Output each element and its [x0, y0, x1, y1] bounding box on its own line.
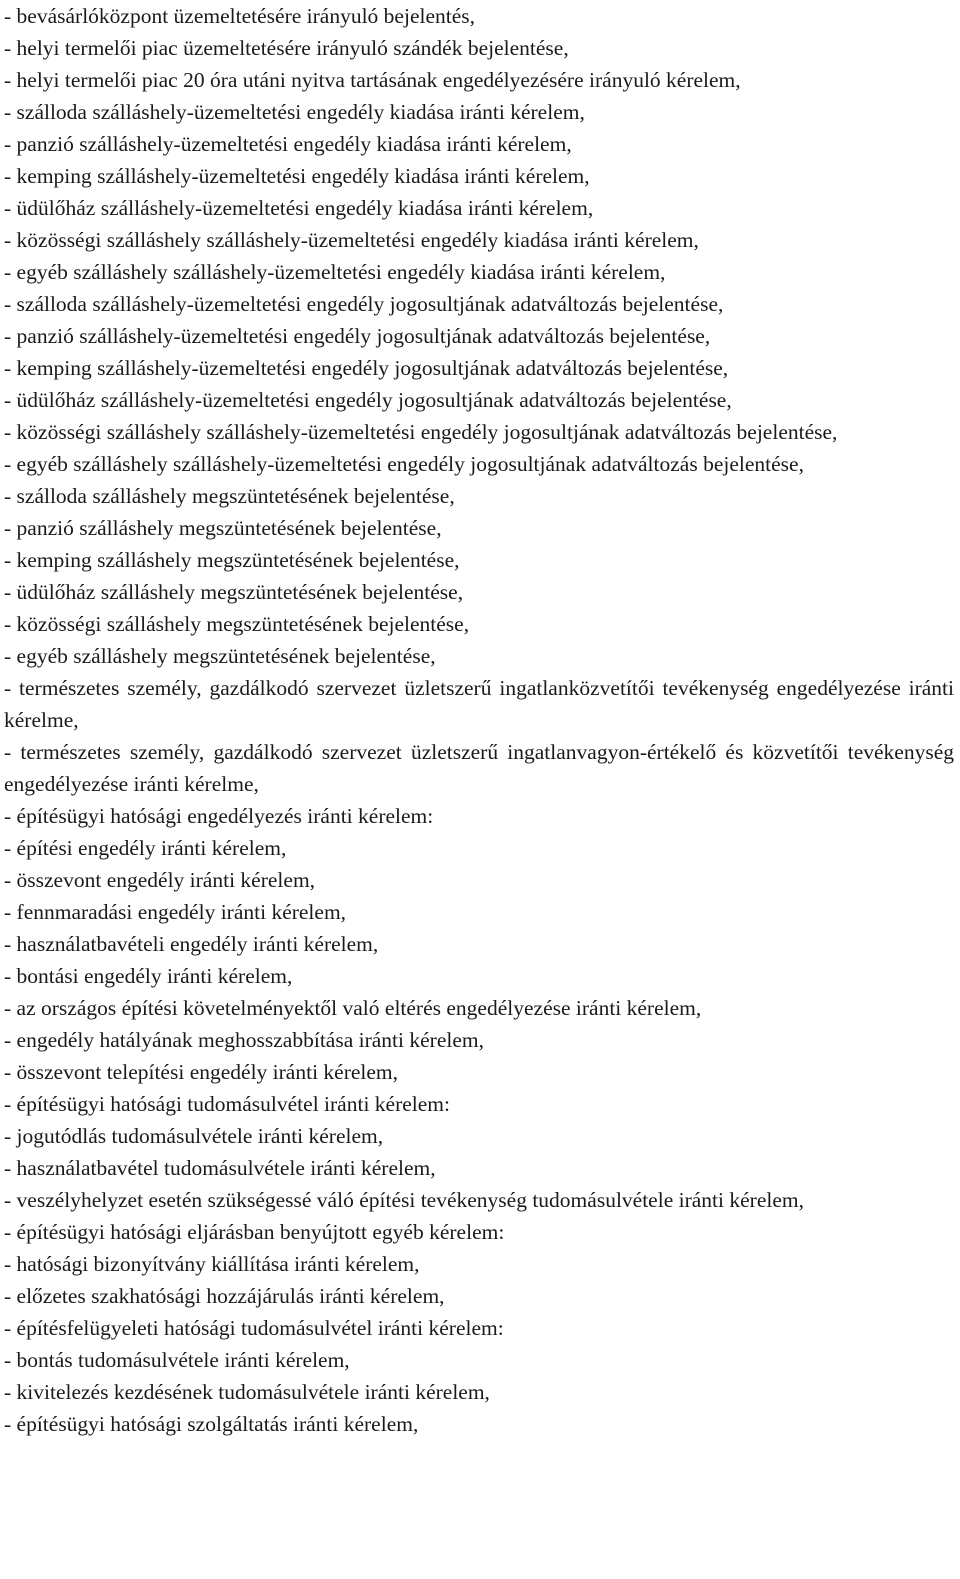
- list-item: - használatbavételi engedély iránti kérelem,: [4, 932, 379, 956]
- list-item: - engedély hatályának meghosszabbítása iránti kérelem,: [4, 1028, 484, 1052]
- list-item: - építésügyi hatósági szolgáltatás iránti kérelem,: [4, 1412, 419, 1436]
- list-item: - összevont engedély iránti kérelem,: [4, 868, 316, 892]
- list-item: - üdülőház szálláshely-üzemeltetési engedély kiadása iránti kérelem,: [4, 196, 594, 220]
- list-item: - összevont telepítési engedély iránti kérelem,: [4, 1060, 399, 1084]
- list-item: - panzió szálláshely-üzemeltetési engedély kiadása iránti kérelem,: [4, 132, 572, 156]
- list-item: - természetes személy, gazdálkodó szervezet üzletszerű ingatlanvagyon-értékelő és közvetítői tevékenység engedélyezése iránti kérelme,: [4, 740, 954, 796]
- list-item: - panzió szálláshely megszüntetésének bejelentése,: [4, 516, 442, 540]
- list-item: - építési engedély iránti kérelem,: [4, 836, 287, 860]
- list-item: - közösségi szálláshely szálláshely-üzemeltetési engedély kiadása iránti kérelem,: [4, 228, 699, 252]
- list-item: - kemping szálláshely-üzemeltetési engedély kiadása iránti kérelem,: [4, 164, 590, 188]
- list-item: - szálloda szálláshely-üzemeltetési engedély kiadása iránti kérelem,: [4, 100, 585, 124]
- list-item: - hatósági bizonyítvány kiállítása iránti kérelem,: [4, 1252, 420, 1276]
- list-item: - egyéb szálláshely szálláshely-üzemeltetési engedély jogosultjának adatváltozás bejelentése,: [4, 452, 804, 476]
- list-item: - jogutódlás tudomásulvétele iránti kérelem,: [4, 1124, 384, 1148]
- list-item: - kemping szálláshely-üzemeltetési engedély jogosultjának adatváltozás bejelentése,: [4, 356, 729, 380]
- list-item: - építésügyi hatósági engedélyezés iránti kérelem:: [4, 804, 434, 828]
- list-item: - kemping szálláshely megszüntetésének bejelentése,: [4, 548, 460, 572]
- list-item: - bevásárlóközpont üzemeltetésére irányuló bejelentés,: [4, 4, 476, 28]
- list-item: - üdülőház szálláshely megszüntetésének bejelentése,: [4, 580, 464, 604]
- list-item: - közösségi szálláshely szálláshely-üzemeltetési engedély jogosultjának adatváltozás bejelentése,: [4, 420, 838, 444]
- list-item: - építésfelügyeleti hatósági tudomásulvétel iránti kérelem:: [4, 1316, 504, 1340]
- list-item: - fennmaradási engedély iránti kérelem,: [4, 900, 347, 924]
- list-item: - az országos építési követelményektől való eltérés engedélyezése iránti kérelem,: [4, 996, 702, 1020]
- list-item: - építésügyi hatósági tudomásulvétel iránti kérelem:: [4, 1092, 450, 1116]
- list-item: - természetes személy, gazdálkodó szervezet üzletszerű ingatlanközvetítői tevékenység engedélyezése iránti kérelme,: [4, 676, 954, 732]
- list-item: - használatbavétel tudomásulvétele iránti kérelem,: [4, 1156, 436, 1180]
- list-item: - bontási engedély iránti kérelem,: [4, 964, 293, 988]
- list-item: - szálloda szálláshely megszüntetésének bejelentése,: [4, 484, 455, 508]
- list-item: - egyéb szálláshely szálláshely-üzemeltetési engedély kiadása iránti kérelem,: [4, 260, 666, 284]
- list-item: - helyi termelői piac 20 óra utáni nyitva tartásának engedélyezésére irányuló kérelem,: [4, 68, 741, 92]
- list-item: - üdülőház szálláshely-üzemeltetési engedély jogosultjának adatváltozás bejelentése,: [4, 388, 732, 412]
- list-item: - szálloda szálláshely-üzemeltetési engedély jogosultjának adatváltozás bejelentése,: [4, 292, 724, 316]
- list-item: - egyéb szálláshely megszüntetésének bejelentése,: [4, 644, 436, 668]
- list-item: - helyi termelői piac üzemeltetésére irányuló szándék bejelentése,: [4, 36, 569, 60]
- list-item: - veszélyhelyzet esetén szükségessé váló építési tevékenység tudomásulvétele iránti kérelem,: [4, 1188, 804, 1212]
- list-item: - kivitelezés kezdésének tudomásulvétele iránti kérelem,: [4, 1380, 490, 1404]
- list-item: - előzetes szakhatósági hozzájárulás iránti kérelem,: [4, 1284, 445, 1308]
- list-item: - bontás tudomásulvétele iránti kérelem,: [4, 1348, 350, 1372]
- list-item: - építésügyi hatósági eljárásban benyújtott egyéb kérelem:: [4, 1220, 505, 1244]
- list-item: - közösségi szálláshely megszüntetésének bejelentése,: [4, 612, 470, 636]
- list-item: - panzió szálláshely-üzemeltetési engedély jogosultjának adatváltozás bejelentése,: [4, 324, 711, 348]
